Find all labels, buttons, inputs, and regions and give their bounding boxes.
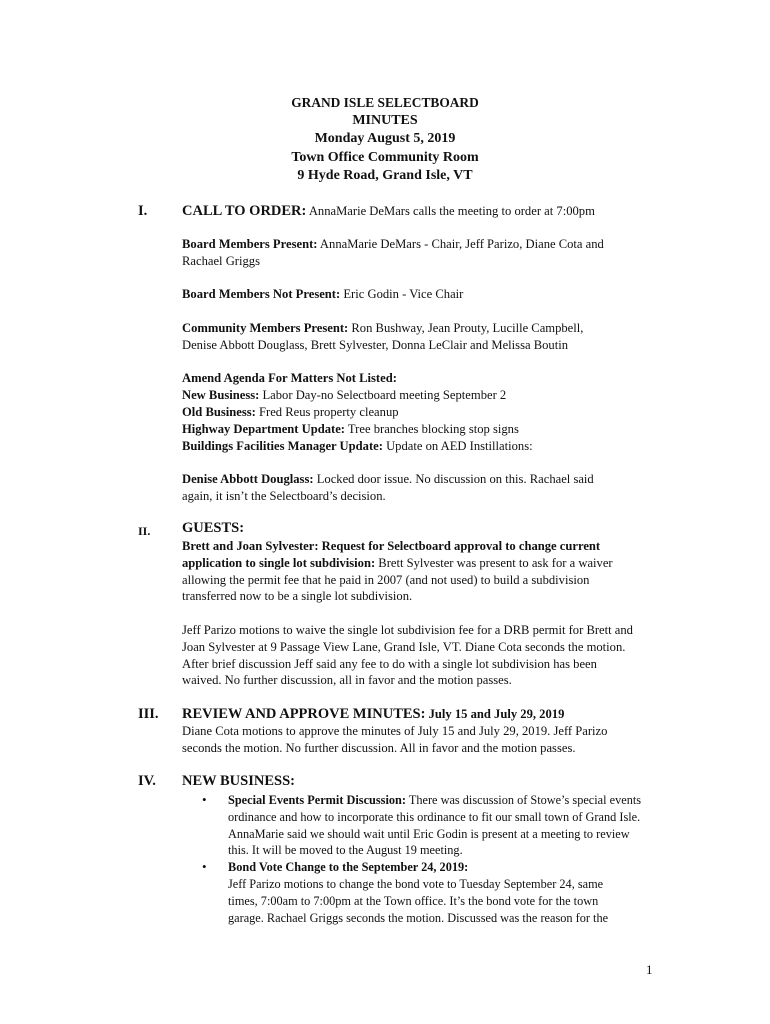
denise-line — [182, 471, 712, 488]
request-heading-line1 — [182, 538, 712, 555]
section-title: REVIEW AND APPROVE MINUTES: — [182, 706, 426, 722]
buildings-update-line — [182, 438, 712, 455]
new-business-text: Labor Day-no Selectboard meeting September 2 — [259, 388, 507, 403]
board-not-present-label: Board Members Not Present: — [182, 287, 341, 302]
bullet-line3: AnnaMarie said we should wait until Eric Godin is present at a meeting to review — [228, 826, 630, 841]
motion-line1: Jeff Parizo motions to waive the single lot subdivision fee for a DRB permit for Brett and — [182, 622, 633, 637]
header-doc-type: MINUTES — [352, 113, 418, 129]
new-business-line — [182, 387, 712, 404]
community-present-line2: Denise Abbott Douglass, Brett Sylvester, Donna LeClair and Melissa Boutin — [182, 337, 569, 352]
bond-vote-heading-line — [228, 859, 712, 876]
community-present-line — [182, 320, 712, 337]
bond-vote-line3: garage. Rachael Griggs seconds the motion. Discussed was the reason for the — [228, 910, 609, 925]
old-business-line — [182, 404, 712, 421]
section-number: III. — [138, 706, 159, 722]
old-business-label: Old Business: — [182, 404, 256, 419]
header-date: Monday August 5, 2019 — [314, 131, 456, 147]
page-number: 1 — [646, 962, 653, 977]
document-header — [0, 94, 770, 185]
board-present-line — [182, 236, 712, 253]
request-line3: allowing the permit fee that he paid in 2007 (and not used) to build a subdivision — [182, 572, 590, 587]
request-heading: Brett and Joan Sylvester: Request for Selectboard approval to change current — [182, 539, 601, 553]
section-body — [182, 538, 712, 689]
section-body — [182, 236, 712, 505]
board-not-present-line — [182, 286, 712, 303]
amend-agenda-label — [182, 370, 712, 387]
board-not-present-text: Eric Godin - Vice Chair — [340, 287, 464, 302]
header-location: Town Office Community Room — [291, 149, 479, 165]
denise-label: Denise Abbott Douglass: — [182, 472, 314, 487]
section-title: CALL TO ORDER: — [182, 203, 307, 219]
motion-line2: Joan Sylvester at 9 Passage View Lane, Grand Isle, VT. Diane Cota seconds the motion. — [182, 639, 626, 654]
motion-line4: waived. No further discussion, all in favor and the motion passes. — [182, 673, 512, 688]
board-present-label: Board Members Present: — [182, 237, 318, 251]
bond-vote-line2: times, 7:00am to 7:00pm at the Town office. It’s the bond vote for the town — [228, 893, 599, 908]
bullet-icon: • — [202, 859, 207, 875]
request-line2 — [182, 555, 712, 572]
request-text: Brett Sylvester was present to ask for a waiver — [375, 555, 613, 570]
new-business-label: New Business: — [182, 388, 260, 403]
bullet-line2: ordinance and how to incorporate this ordinance to fit our small town of Grand Isle. — [228, 809, 641, 824]
community-present-text: Ron Bushway, Jean Prouty, Lucille Campbell, — [348, 320, 584, 335]
bond-vote-label: Bond Vote Change to the September 24, 2019: — [228, 860, 469, 875]
buildings-update-label: Buildings Facilities Manager Update: — [182, 438, 383, 453]
board-present-text: AnnaMarie DeMars - Chair, Jeff Parizo, Diane Cota and — [317, 237, 604, 251]
request-line4: transferred now to be a single lot subdivision. — [182, 589, 413, 604]
section-title-line — [182, 203, 595, 220]
board-present-line2: Rachael Griggs — [182, 253, 260, 268]
denise-text: Locked door issue. No discussion on this. Rachael said — [313, 472, 594, 487]
section-number: I. — [138, 203, 148, 219]
section-title-line — [182, 706, 564, 723]
bullet-icon: • — [202, 792, 207, 807]
bullet-line4: this. It will be moved to the August 19 meeting. — [228, 843, 463, 858]
highway-update-line — [182, 421, 712, 438]
section-body — [182, 792, 712, 926]
special-events-text: There was discussion of Stowe’s special events — [405, 793, 642, 807]
section-title: GUESTS: — [182, 520, 245, 536]
special-events-label: Special Events Permit Discussion: — [228, 793, 406, 807]
motion-line3: After brief discussion Jeff said any fee to do with a single lot subdivision has been — [182, 656, 597, 671]
request-heading-2: application to single lot subdivision: — [182, 555, 376, 570]
bullet-item-special-events — [182, 792, 712, 859]
community-present-label: Community Members Present: — [182, 320, 349, 335]
header-address: 9 Hyde Road, Grand Isle, VT — [297, 167, 473, 183]
section-number: IV. — [138, 773, 156, 789]
bond-vote-line1: Jeff Parizo motions to change the bond vote to Tuesday September 24, same — [228, 876, 604, 891]
call-to-order-text: AnnaMarie DeMars calls the meeting to order at 7:00pm — [306, 204, 595, 218]
section-title: NEW BUSINESS: — [182, 773, 295, 789]
header-board-name: GRAND ISLE SELECTBOARD — [291, 95, 479, 110]
approve-line2: seconds the motion. No further discussion. All in favor and the motion passes. — [182, 740, 576, 755]
buildings-update-text: Update on AED Instillations: — [382, 438, 533, 453]
highway-update-label: Highway Department Update: — [182, 421, 346, 436]
denise-line2: again, it isn’t the Selectboard’s decision. — [182, 488, 386, 503]
amend-agenda-heading: Amend Agenda For Matters Not Listed: — [182, 371, 397, 386]
highway-update-text: Tree branches blocking stop signs — [345, 421, 519, 436]
section-body — [182, 723, 712, 757]
old-business-text: Fred Reus property cleanup — [255, 404, 399, 419]
section-number: II. — [138, 524, 151, 538]
approve-line1: Diane Cota motions to approve the minutes of July 15 and July 29, 2019. Jeff Parizo — [182, 724, 608, 738]
bullet-line1 — [228, 792, 712, 809]
bullet-item-bond-vote — [182, 859, 712, 926]
minutes-dates: July 15 and July 29, 2019 — [425, 707, 565, 721]
